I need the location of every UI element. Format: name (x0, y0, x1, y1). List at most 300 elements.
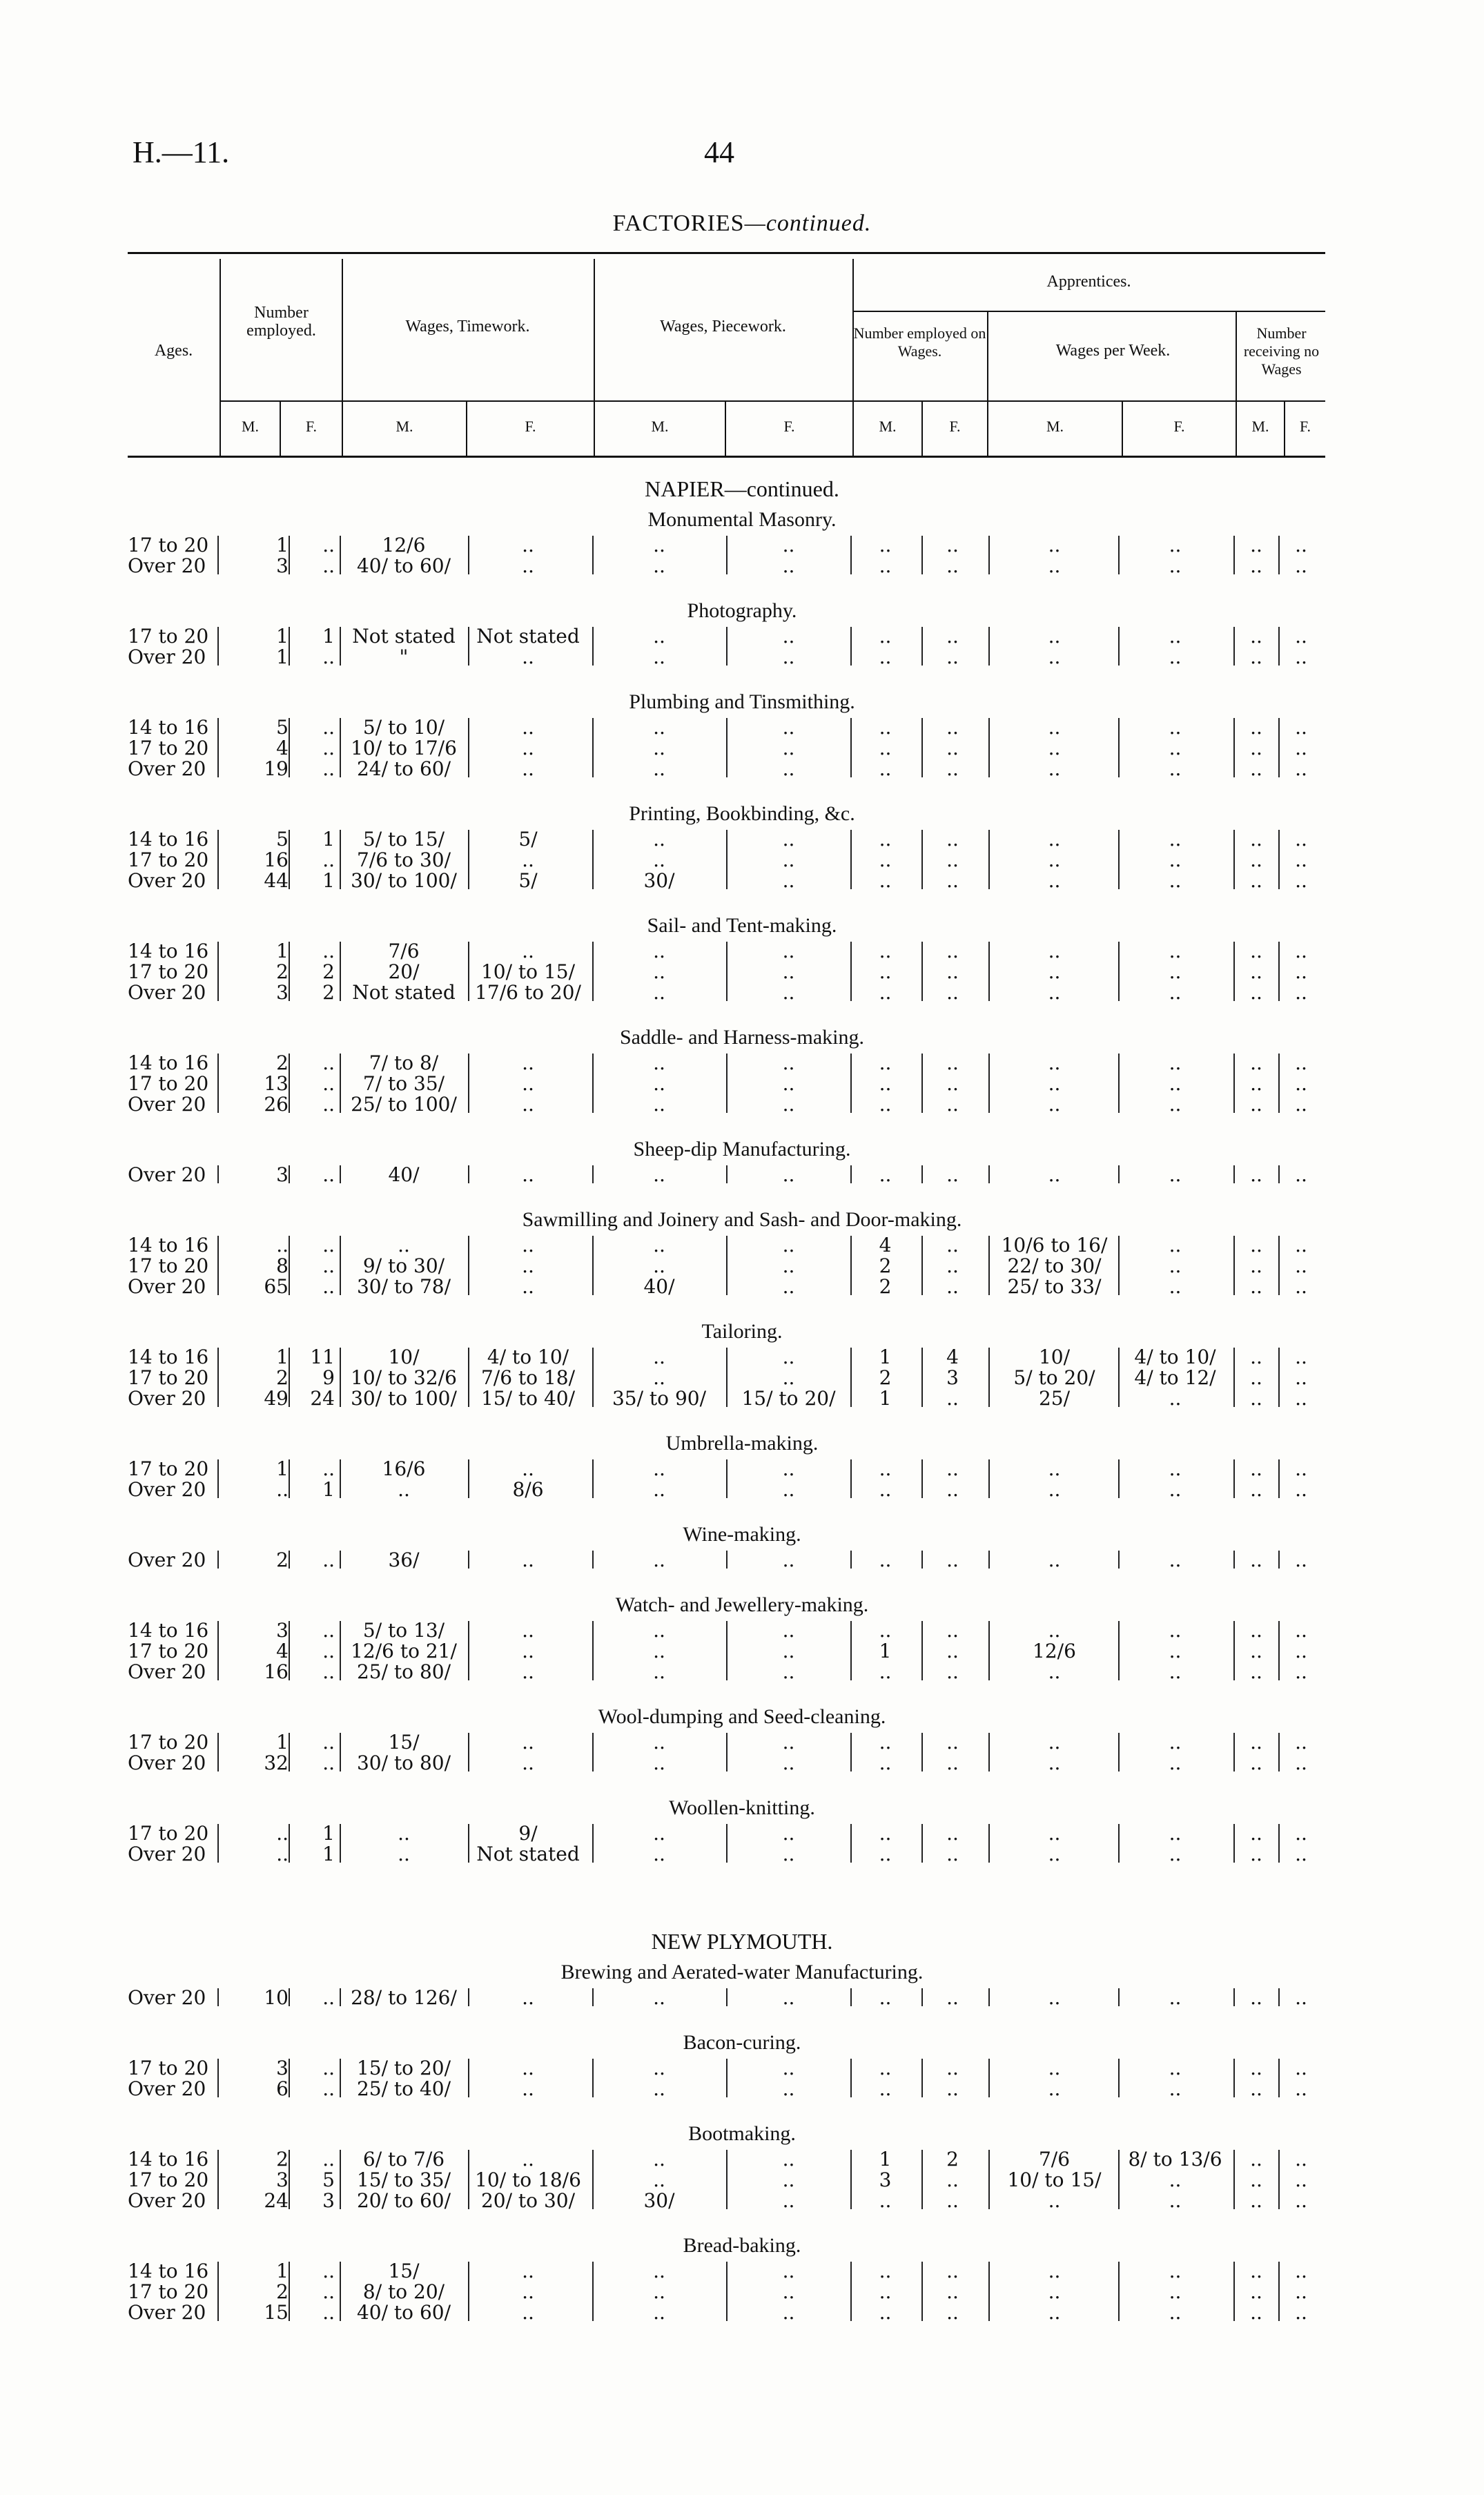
cell-piecework-f: .. (782, 1619, 795, 1642)
cell-timework-m: 5/ to 13/ (362, 1619, 445, 1642)
column-rule (289, 1824, 290, 1863)
cell-age: 17 to 20 (128, 1731, 209, 1754)
cell-apprentices-m: .. (879, 1457, 892, 1480)
table-row (0, 1823, 1484, 1845)
cell-age: 14 to 16 (128, 2260, 209, 2282)
running-title-suffix: —continued. (744, 211, 872, 236)
cell-no-wages-f: .. (1295, 1234, 1307, 1256)
cell-piecework-f: .. (782, 1254, 795, 1277)
column-rule (217, 536, 219, 574)
cell-timework-f: 20/ to 30/ (480, 2189, 576, 2212)
category-heading: Wine-making. (683, 1523, 801, 1546)
header-apprentices: Apprentices. (1046, 273, 1131, 291)
cell-apprentices-f: .. (946, 534, 959, 556)
cell-piecework-f: .. (782, 757, 795, 780)
cell-piecework-m: .. (653, 625, 665, 648)
cell-piecework-f: .. (782, 625, 795, 648)
cell-piecework-m: .. (653, 1640, 665, 1662)
cell-employed-f: .. (322, 2280, 335, 2303)
column-rule (217, 1988, 219, 2006)
cell-per-week-m: .. (1048, 1457, 1061, 1480)
column-rule (468, 830, 469, 889)
column-rule (921, 830, 923, 889)
cell-per-week-f: .. (1169, 2260, 1182, 2282)
cell-employed-m: 65 (264, 1275, 289, 1298)
cell-age: 17 to 20 (128, 1457, 209, 1480)
cell-no-wages-m: .. (1250, 2148, 1262, 2171)
cell-apprentices-f: .. (946, 1986, 959, 2009)
column-rule (468, 1165, 469, 1183)
cell-no-wages-m: .. (1250, 1072, 1262, 1095)
column-rule (1118, 1824, 1120, 1863)
cell-no-wages-f: .. (1295, 2260, 1307, 2282)
column-rule (468, 1621, 469, 1680)
cell-no-wages-f: .. (1295, 2280, 1307, 2303)
cell-piecework-f: .. (782, 2148, 795, 2171)
cell-piecework-m: .. (653, 848, 665, 871)
cell-per-week-m: .. (1048, 2280, 1061, 2303)
column-rule (217, 1621, 219, 1680)
cell-piecework-m: .. (653, 1234, 665, 1256)
cell-piecework-f: .. (782, 1072, 795, 1095)
cell-employed-m: 2 (276, 2280, 289, 2303)
cell-age: Over 20 (128, 981, 206, 1004)
column-rule (340, 1988, 341, 2006)
column-rule (850, 1988, 852, 2006)
cell-timework-f: .. (522, 1051, 534, 1074)
cell-apprentices-f: .. (946, 1051, 959, 1074)
cell-per-week-m: .. (1048, 534, 1061, 556)
cell-piecework-m: .. (653, 2260, 665, 2282)
cell-apprentices-m: .. (879, 1051, 892, 1074)
column-rule (726, 1733, 728, 1771)
cell-apprentices-m: .. (879, 2280, 892, 2303)
cell-employed-m: 13 (264, 1072, 289, 1095)
column-rule (921, 1054, 923, 1113)
column-rule (592, 1551, 594, 1569)
cell-no-wages-m: .. (1250, 1254, 1262, 1277)
cell-no-wages-m: .. (1250, 1640, 1262, 1662)
page-reference: H.—11. (133, 135, 230, 169)
table-row (0, 2057, 1484, 2079)
table-row (0, 1731, 1484, 1754)
cell-piecework-m: .. (653, 940, 665, 962)
column-rule (592, 1348, 594, 1407)
table-row (0, 2078, 1484, 2100)
cell-timework-f: .. (522, 2057, 534, 2079)
cell-timework-f: .. (522, 1986, 534, 2009)
cell-per-week-f: .. (1169, 960, 1182, 983)
cell-timework-f: .. (522, 2077, 534, 2100)
cell-per-week-m: .. (1048, 848, 1061, 871)
cell-apprentices-m: 3 (879, 2168, 892, 2191)
cell-apprentices-f: .. (946, 625, 959, 648)
column-rule (592, 1165, 594, 1183)
column-rule (1278, 1824, 1280, 1863)
cell-employed-f: .. (322, 1072, 335, 1095)
cell-piecework-m: .. (653, 1843, 665, 1865)
column-rule (726, 1165, 728, 1183)
cell-timework-f: .. (522, 1093, 534, 1116)
cell-timework-m: 30/ to 100/ (351, 1387, 457, 1410)
table-row (0, 1388, 1484, 1410)
column-rule (988, 1165, 990, 1183)
cell-timework-f: .. (522, 737, 534, 759)
cell-employed-f: .. (322, 1549, 335, 1571)
cell-employed-f: 1 (322, 869, 335, 892)
column-rule (340, 2262, 341, 2321)
cell-piecework-f: .. (782, 1660, 795, 1683)
cell-per-week-f: .. (1169, 554, 1182, 577)
cell-per-week-m: .. (1048, 757, 1061, 780)
cell-employed-f: 1 (322, 1822, 335, 1845)
cell-timework-f: .. (522, 554, 534, 577)
column-rule (289, 1348, 290, 1407)
column-rule (340, 627, 341, 666)
cell-no-wages-m: .. (1250, 1457, 1262, 1480)
cell-per-week-f: 4/ to 12/ (1134, 1366, 1216, 1389)
column-rule (340, 1733, 341, 1771)
cell-apprentices-f: .. (946, 2077, 959, 2100)
column-rule (1278, 2150, 1280, 2209)
cell-timework-f: .. (522, 1731, 534, 1754)
cell-piecework-f: .. (782, 2168, 795, 2191)
cell-no-wages-f: .. (1295, 940, 1307, 962)
column-rule (850, 1824, 852, 1863)
header-per-week-f: F. (1173, 418, 1185, 435)
table-row (0, 1640, 1484, 1662)
cell-timework-m: " (399, 645, 409, 668)
table-row (0, 828, 1484, 851)
cell-per-week-f: .. (1169, 625, 1182, 648)
column-rule (289, 627, 290, 666)
column-rule (1278, 830, 1280, 889)
cell-per-week-f: .. (1169, 1051, 1182, 1074)
cell-no-wages-f: .. (1295, 1619, 1307, 1642)
cell-piecework-f: .. (782, 1549, 795, 1571)
cell-apprentices-m: .. (879, 2189, 892, 2212)
column-rule (592, 1459, 594, 1498)
cell-timework-m: 6/ to 7/6 (362, 2148, 445, 2171)
column-rule (726, 1988, 728, 2006)
cell-apprentices-m: .. (879, 940, 892, 962)
cell-piecework-f: .. (782, 2189, 795, 2212)
column-rule (1118, 1348, 1120, 1407)
cell-apprentices-m: .. (879, 554, 892, 577)
cell-timework-f: .. (522, 2280, 534, 2303)
column-rule (592, 2059, 594, 2097)
cell-employed-m: 2 (276, 960, 289, 983)
column-rule (921, 1824, 923, 1863)
cell-employed-f: .. (322, 2077, 335, 2100)
cell-timework-f: .. (522, 940, 534, 962)
cell-piecework-f: .. (782, 2077, 795, 2100)
cell-employed-f: .. (322, 757, 335, 780)
column-rule (988, 1824, 990, 1863)
cell-piecework-m: .. (653, 645, 665, 668)
cell-age: 17 to 20 (128, 1072, 209, 1095)
cell-apprentices-f: .. (946, 2260, 959, 2282)
cell-apprentices-f: .. (946, 828, 959, 851)
cell-apprentices-f: .. (946, 1387, 959, 1410)
column-rule (340, 1824, 341, 1863)
column-rule (1278, 942, 1280, 1001)
cell-no-wages-f: .. (1295, 2168, 1307, 2191)
cell-per-week-f: 8/ to 13/6 (1128, 2148, 1222, 2171)
cell-timework-m: 10/ (388, 1346, 420, 1368)
cell-no-wages-m: .. (1250, 1986, 1262, 2009)
cell-employed-m: 1 (276, 1346, 289, 1368)
cell-no-wages-m: .. (1250, 981, 1262, 1004)
column-rule (1118, 1054, 1120, 1113)
cell-apprentices-m: .. (879, 716, 892, 739)
cell-timework-f: 9/ (518, 1822, 538, 1845)
cell-per-week-m: .. (1048, 869, 1061, 892)
cell-employed-m: 32 (264, 1751, 289, 1774)
cell-piecework-f: .. (782, 1234, 795, 1256)
cell-timework-f: 5/ (518, 828, 538, 851)
cell-per-week-m: 25/ (1038, 1387, 1071, 1410)
cell-piecework-m: .. (653, 1346, 665, 1368)
cell-piecework-m: .. (653, 1478, 665, 1501)
cell-apprentices-m: .. (879, 1822, 892, 1845)
cell-employed-f: .. (322, 1051, 335, 1074)
town-heading: NEW PLYMOUTH. (651, 1929, 833, 1954)
cell-timework-m: 10/ to 32/6 (351, 1366, 457, 1389)
cell-employed-f: .. (322, 1619, 335, 1642)
cell-employed-f: .. (322, 1457, 335, 1480)
column-rule (289, 942, 290, 1001)
cell-no-wages-f: .. (1295, 757, 1307, 780)
cell-employed-f: .. (322, 534, 335, 556)
cell-employed-m: 1 (276, 645, 289, 668)
cell-piecework-f: .. (782, 1843, 795, 1865)
cell-apprentices-f: .. (946, 981, 959, 1004)
cell-no-wages-f: .. (1295, 981, 1307, 1004)
cell-timework-f: 10/ to 15/ (480, 960, 576, 983)
cell-age: 14 to 16 (128, 1234, 209, 1256)
cell-per-week-m: .. (1048, 828, 1061, 851)
cell-no-wages-f: .. (1295, 848, 1307, 871)
column-rule (1233, 536, 1235, 574)
category-heading: Sawmilling and Joinery and Sash- and Door-making. (522, 1208, 962, 1231)
cell-per-week-f: .. (1169, 1072, 1182, 1095)
table-row (0, 1367, 1484, 1389)
cell-employed-f: .. (322, 2301, 335, 2324)
cell-employed-f: .. (322, 1093, 335, 1116)
column-rule (468, 2150, 469, 2209)
cell-apprentices-f: .. (946, 1478, 959, 1501)
cell-employed-f: .. (322, 940, 335, 962)
cell-no-wages-m: .. (1250, 1234, 1262, 1256)
cell-apprentices-f: .. (946, 645, 959, 668)
cell-timework-m: 36/ (388, 1549, 420, 1571)
cell-apprentices-f: .. (946, 1234, 959, 1256)
column-rule (1278, 627, 1280, 666)
column-rule (289, 1054, 290, 1113)
table-row (0, 1549, 1484, 1571)
column-rule (726, 1348, 728, 1407)
table-row (0, 2302, 1484, 2324)
column-rule (850, 1165, 852, 1183)
category-heading: Umbrella-making. (665, 1432, 819, 1455)
cell-apprentices-m: .. (879, 828, 892, 851)
column-rule (921, 1551, 923, 1569)
cell-employed-m: 24 (264, 2189, 289, 2212)
cell-no-wages-f: .. (1295, 1549, 1307, 1571)
cell-apprentices-f: .. (946, 1457, 959, 1480)
cell-employed-f: 2 (322, 981, 335, 1004)
cell-timework-f: .. (522, 757, 534, 780)
cell-timework-m: 25/ to 80/ (356, 1660, 451, 1683)
column-rule (921, 1733, 923, 1771)
column-rule (1233, 1165, 1235, 1183)
cell-no-wages-f: .. (1295, 1986, 1307, 2009)
column-rule (1278, 1621, 1280, 1680)
cell-piecework-m: 30/ (643, 869, 675, 892)
column-rule (289, 2262, 290, 2321)
column-rule (1118, 942, 1120, 1001)
column-rule (1118, 1621, 1120, 1680)
header-wages-per-week: Wages per Week. (1055, 342, 1171, 360)
column-rule (289, 2150, 290, 2209)
cell-employed-m: 1 (276, 940, 289, 962)
cell-piecework-m: .. (653, 1660, 665, 1683)
cell-timework-m: 7/6 to 30/ (356, 848, 451, 871)
column-rule (1233, 1733, 1235, 1771)
cell-per-week-f: .. (1169, 1822, 1182, 1845)
column-rule (592, 718, 594, 777)
cell-age: Over 20 (128, 1549, 206, 1571)
cell-piecework-m: .. (653, 1549, 665, 1571)
table-row (0, 2260, 1484, 2282)
cell-timework-m: .. (398, 1234, 410, 1256)
cell-apprentices-m: .. (879, 848, 892, 871)
cell-no-wages-m: .. (1250, 534, 1262, 556)
column-rule (1118, 1165, 1120, 1183)
column-rule (988, 1733, 990, 1771)
cell-per-week-m: .. (1048, 645, 1061, 668)
cell-timework-f: 5/ (518, 869, 538, 892)
column-rule (217, 627, 219, 666)
column-rule (850, 1621, 852, 1680)
column-rule (592, 942, 594, 1001)
cell-employed-f: .. (322, 2260, 335, 2282)
cell-apprentices-m: .. (879, 1093, 892, 1116)
column-rule (1233, 2150, 1235, 2209)
column-rule (217, 718, 219, 777)
table-row (0, 1073, 1484, 1095)
cell-no-wages-f: .. (1295, 1346, 1307, 1368)
cell-per-week-m: .. (1048, 2260, 1061, 2282)
column-rule (1233, 627, 1235, 666)
column-rule (592, 1824, 594, 1863)
cell-piecework-m: .. (653, 1093, 665, 1116)
cell-apprentices-m: .. (879, 2057, 892, 2079)
cell-apprentices-m: .. (879, 869, 892, 892)
cell-piecework-m: .. (653, 737, 665, 759)
cell-age: 14 to 16 (128, 828, 209, 851)
cell-employed-f: .. (322, 1660, 335, 1683)
cell-piecework-m: .. (653, 2168, 665, 2191)
cell-no-wages-m: .. (1250, 828, 1262, 851)
cell-age: 14 to 16 (128, 716, 209, 739)
cell-employed-m: 2 (276, 2148, 289, 2171)
cell-employed-m: 3 (276, 2168, 289, 2191)
cell-employed-m: 2 (276, 1051, 289, 1074)
cell-piecework-m: .. (653, 1619, 665, 1642)
cell-per-week-f: .. (1169, 1751, 1182, 1774)
cell-age: 14 to 16 (128, 2148, 209, 2171)
column-rule (468, 2262, 469, 2321)
cell-no-wages-m: .. (1250, 1275, 1262, 1298)
cell-no-wages-m: .. (1250, 2057, 1262, 2079)
column-rule (468, 1988, 469, 2006)
cell-piecework-m: .. (653, 1731, 665, 1754)
cell-timework-f: .. (522, 716, 534, 739)
column-rule (1278, 1348, 1280, 1407)
table-row (0, 2281, 1484, 2303)
cell-per-week-f: .. (1169, 981, 1182, 1004)
cell-timework-m: 7/6 (388, 940, 420, 962)
cell-employed-m: 3 (276, 554, 289, 577)
column-rule (850, 536, 852, 574)
table-row (0, 555, 1484, 577)
column-rule (726, 1621, 728, 1680)
cell-no-wages-m: .. (1250, 1478, 1262, 1501)
cell-age: 17 to 20 (128, 625, 209, 648)
column-rule (1118, 2262, 1120, 2321)
cell-per-week-f: .. (1169, 1234, 1182, 1256)
header-employed-m: M. (241, 418, 260, 435)
cell-no-wages-m: .. (1250, 1346, 1262, 1368)
column-rule (340, 1165, 341, 1183)
cell-timework-f: .. (522, 534, 534, 556)
cell-no-wages-m: .. (1250, 554, 1262, 577)
header-per-week-m: M. (1046, 418, 1064, 435)
cell-apprentices-m: 2 (879, 1275, 892, 1298)
column-rule (726, 2150, 728, 2209)
category-heading: Sail- and Tent-making. (647, 914, 837, 937)
cell-piecework-f: .. (782, 1346, 795, 1368)
cell-apprentices-m: 1 (879, 1387, 892, 1410)
cell-apprentices-f: .. (946, 1731, 959, 1754)
column-rule (921, 627, 923, 666)
cell-timework-m: 15/ to 20/ (356, 2057, 451, 2079)
cell-piecework-f: .. (782, 2301, 795, 2324)
column-rule (289, 830, 290, 889)
cell-employed-f: .. (322, 1640, 335, 1662)
column-rule (921, 2059, 923, 2097)
cell-timework-m: 20/ to 60/ (356, 2189, 451, 2212)
header-employed-f: F. (306, 418, 317, 435)
cell-age: 17 to 20 (128, 1366, 209, 1389)
cell-piecework-f: .. (782, 981, 795, 1004)
cell-per-week-m: .. (1048, 554, 1061, 577)
category-heading: Bacon-curing. (683, 2031, 801, 2054)
table-row (0, 1479, 1484, 1501)
column-rule (592, 1054, 594, 1113)
cell-timework-m: 30/ to 80/ (356, 1751, 451, 1774)
column-rule (468, 1824, 469, 1863)
column-rule (289, 536, 290, 574)
cell-piecework-m: 35/ to 90/ (612, 1387, 707, 1410)
column-rule (850, 2262, 852, 2321)
cell-timework-m: 16/6 (382, 1457, 426, 1480)
cell-age: Over 20 (128, 1387, 206, 1410)
cell-employed-m: 8 (276, 1254, 289, 1277)
cell-employed-f: .. (322, 716, 335, 739)
